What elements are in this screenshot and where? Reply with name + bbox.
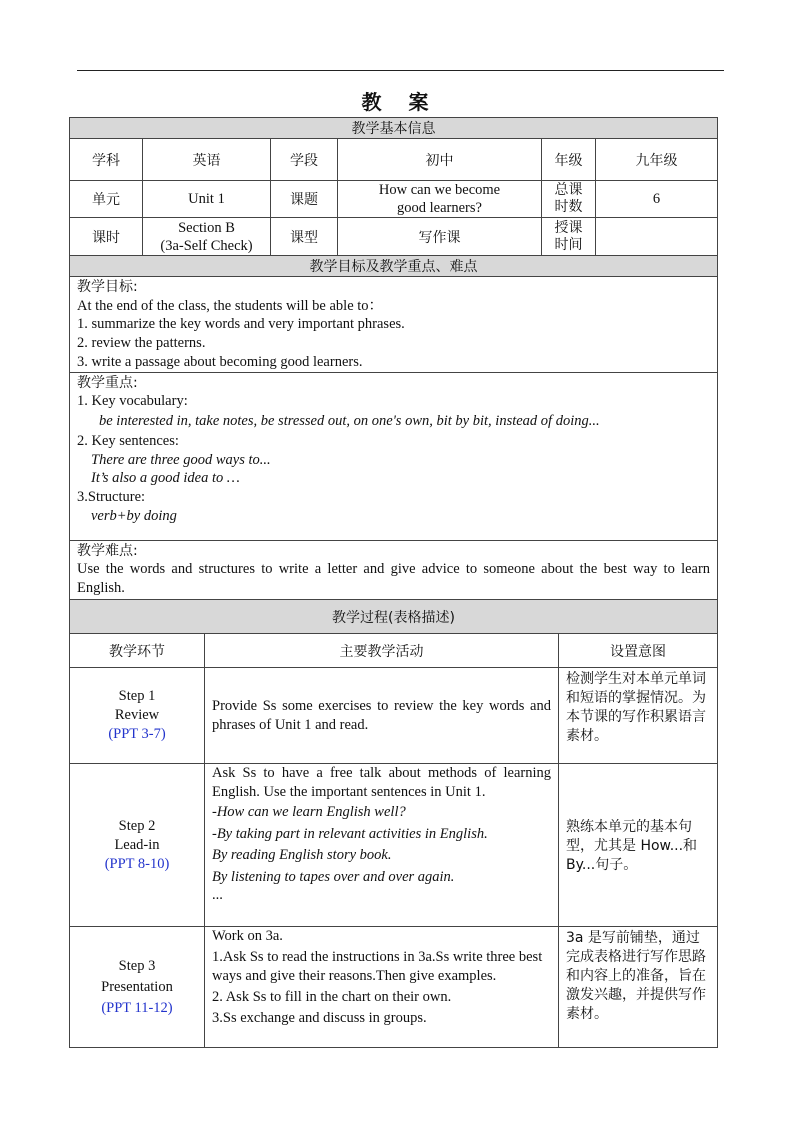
activity-text: Ask Ss to have a free talk about methods of learning English. Use the important sentences in Unit 1.	[212, 765, 551, 800]
activity-cell	[205, 668, 559, 764]
intent-text: 检测学生对本单元单词和短语的掌握情况。为本节课的写作积累语言素材。	[566, 671, 706, 744]
table-row	[70, 668, 718, 764]
stage-label: 学段	[271, 139, 338, 181]
activity-text: Provide Ss some exercises to review the key words and phrases of Unit 1 and read.	[212, 697, 551, 733]
key-sentences-title: 2. Key sentences:	[77, 432, 179, 449]
column-header-intent: 设置意图	[559, 634, 718, 668]
difficulty-cell	[70, 540, 718, 608]
step-number: Step 3	[118, 957, 156, 974]
total-hours-label-1: 总课	[554, 182, 583, 198]
total-hours-value: 6	[596, 181, 718, 218]
ellipsis: ...	[212, 887, 223, 903]
teaching-process-table	[69, 599, 718, 1048]
activity-cell	[205, 764, 559, 927]
unit-value: Unit 1	[143, 181, 271, 218]
structure-pattern: verb+by doing	[91, 507, 177, 524]
period-line-1: Section B	[178, 219, 235, 236]
step-ppt-ref: (PPT 11-12)	[101, 999, 173, 1016]
objectives-intro: At the end of the class, the students will be able to：	[77, 297, 384, 314]
step-name: Lead-in	[114, 836, 160, 853]
example-line: -By taking part in relevant activities in English.	[212, 825, 488, 842]
type-value: 写作课	[338, 218, 542, 256]
total-hours-label-2: 时数	[554, 199, 583, 215]
type-label: 课型	[271, 218, 338, 256]
objective-item: 3. write a passage about becoming good learners.	[77, 353, 363, 370]
period-value	[143, 218, 271, 256]
intent-cell	[559, 764, 718, 927]
topic-label: 课题	[271, 181, 338, 218]
objective-item: 1. summarize the key words and very important phrases.	[77, 316, 405, 333]
page-title: 教 案	[361, 90, 439, 114]
topic-line-2: good learners?	[397, 200, 482, 216]
grade-value: 九年级	[596, 139, 718, 181]
difficulty-text: Use the words and structures to write a letter and give advice to someone about the best way to learn English.	[77, 561, 711, 596]
intent-cell	[559, 668, 718, 764]
total-hours-label	[542, 181, 596, 218]
step-number: Step 1	[118, 688, 156, 704]
goals-header: 教学目标及教学重点、难点	[70, 256, 718, 277]
teaching-time-label	[542, 218, 596, 256]
unit-label: 单元	[70, 181, 143, 218]
subject-value: 英语	[143, 139, 271, 181]
teaching-time-value	[596, 218, 718, 256]
header-rule	[77, 70, 724, 71]
teaching-time-label-1: 授课	[554, 219, 583, 236]
intent-text: 3a 是写前铺垫，通过完成表格进行写作思路和内容上的准备，旨在激发兴趣，并提供写作素材。	[566, 930, 706, 1022]
step-cell	[70, 927, 205, 1048]
step-ppt-ref: (PPT 3-7)	[108, 726, 166, 742]
intent-text: 熟练本单元的基本句型，尤其是 How...和 By...句子。	[566, 818, 698, 873]
step-name: Presentation	[101, 978, 173, 995]
difficulty-heading: 教学难点:	[77, 542, 138, 559]
key-points-heading: 教学重点:	[77, 374, 138, 391]
step-ppt-ref: (PPT 8-10)	[104, 855, 170, 872]
intent-cell	[559, 927, 718, 1048]
key-vocabulary-title: 1. Key vocabulary:	[77, 393, 188, 410]
activity-line: 2. Ask Ss to fill in the chart on their own.	[212, 989, 452, 1005]
teaching-time-label-2: 时间	[554, 236, 583, 253]
column-header-activity: 主要教学活动	[205, 634, 559, 668]
period-line-2: (3a-Self Check)	[160, 237, 253, 254]
example-line: By reading English story book.	[212, 847, 392, 863]
example-line: -How can we learn English well?	[212, 804, 406, 820]
lesson-plan-info-table	[69, 117, 718, 609]
structure-title: 3.Structure:	[77, 489, 146, 506]
period-label: 课时	[70, 218, 143, 256]
info-header: 教学基本信息	[70, 118, 718, 139]
activity-line: 3.Ss exchange and discuss in groups.	[212, 1010, 427, 1026]
grade-label: 年级	[542, 139, 596, 181]
step-name: Review	[114, 707, 160, 723]
process-header: 教学过程(表格描述)	[70, 600, 718, 634]
column-header-stage: 教学环节	[70, 634, 205, 668]
objectives-cell	[70, 277, 718, 373]
step-cell	[70, 668, 205, 764]
objectives-heading: 教学目标:	[77, 279, 138, 295]
topic-line-1: How can we become	[378, 182, 501, 198]
example-line: By listening to tapes over and over again.	[212, 868, 455, 885]
key-sentence: There are three good ways to...	[91, 451, 271, 468]
objective-item: 2. review the patterns.	[77, 335, 206, 352]
table-row	[70, 927, 718, 1048]
stage-value: 初中	[338, 139, 542, 181]
activity-line: Work on 3a.	[212, 928, 283, 944]
key-vocabulary-list: be interested in, take notes, be stressed out, on one's own, bit by bit, instead of doing...	[99, 412, 600, 429]
step-number: Step 2	[118, 817, 156, 834]
table-row	[70, 764, 718, 927]
activity-cell	[205, 927, 559, 1048]
key-sentence: It’s also a good idea to …	[91, 470, 240, 487]
step-cell	[70, 764, 205, 927]
topic-value	[338, 181, 542, 218]
key-points-cell	[70, 372, 718, 540]
activity-line: 1.Ask Ss to read the instructions in 3a.Ss write three best ways and give their reasons.Then give examples.	[212, 949, 543, 984]
subject-label: 学科	[70, 139, 143, 181]
